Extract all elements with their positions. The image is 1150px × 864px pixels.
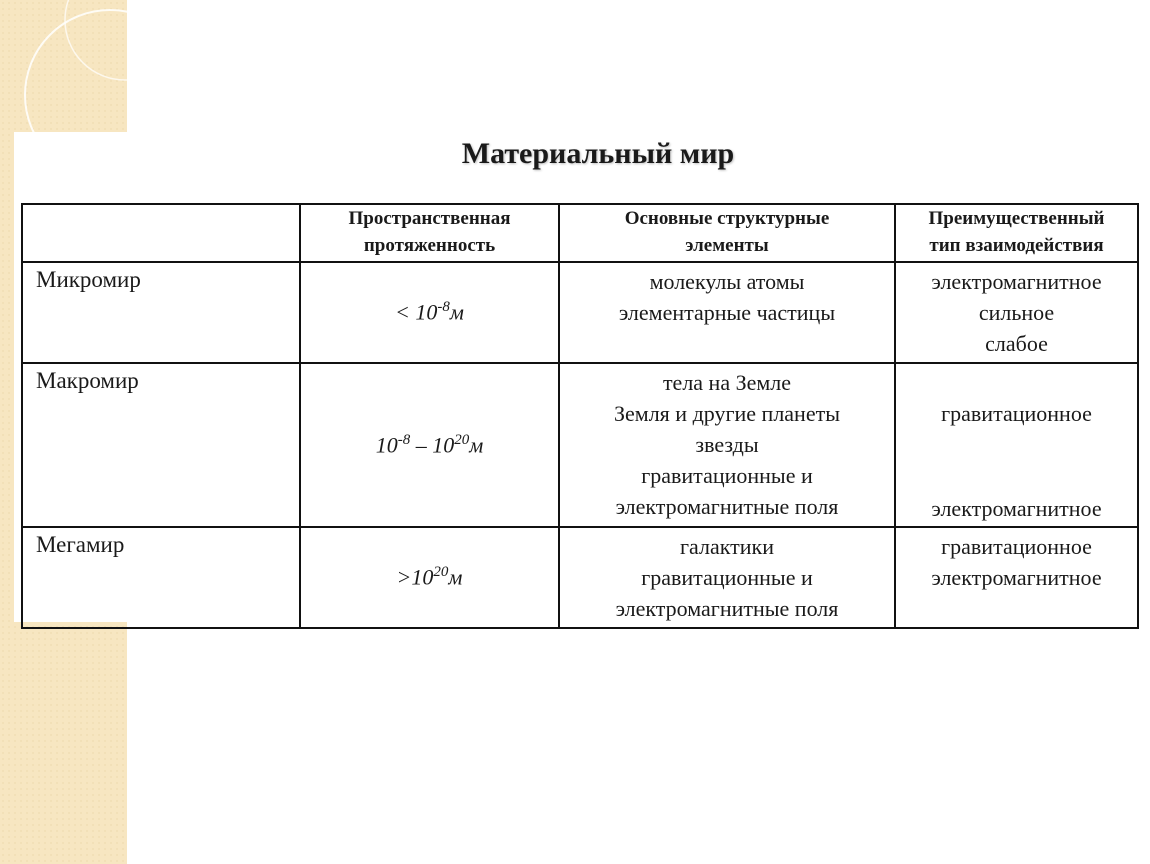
- header-empty: [22, 204, 300, 262]
- row-name: Макромир: [22, 363, 300, 527]
- elements-list: молекулы атомы элементарные частицы: [559, 262, 895, 363]
- extent-value: $10^{-8} - 10^{20}м$: [300, 363, 559, 527]
- row-name: Микромир: [22, 262, 300, 363]
- header-elements-line-1: Основные структурные: [624, 208, 830, 229]
- header-extent-line-1: Пространственная: [348, 208, 511, 229]
- table-row-microworld: [22, 262, 1138, 363]
- table-row-macroworld: [22, 363, 1138, 527]
- interactions-list: электромагнитное сильное слабое: [895, 262, 1138, 363]
- extent-value: < $10^{-8}м$: [300, 262, 559, 363]
- elements-list: галактики гравитационные и электромагнитные поля: [559, 527, 895, 628]
- header-elements: [559, 204, 895, 262]
- row-name: Мегамир: [22, 527, 300, 628]
- material-world-table: [21, 203, 1139, 629]
- interactions-list: гравитационное электромагнитное: [895, 527, 1138, 628]
- header-interaction: [895, 204, 1138, 262]
- header-interaction-line-2: тип взаимодействия: [929, 235, 1104, 256]
- elements-list: тела на Земле Земля и другие планеты звезды гравитационные и электромагнитные поля: [559, 363, 895, 527]
- table-header-row: [22, 204, 1138, 262]
- decorative-arcs: [0, 0, 127, 140]
- header-extent: [300, 204, 559, 262]
- table-title: Материальный мир: [461, 137, 735, 170]
- interactions-list: гравитационное электромагнитное: [895, 363, 1138, 527]
- extent-value: $>10^{20}м$: [300, 527, 559, 628]
- header-elements-line-2: элементы: [685, 235, 769, 256]
- table-row-megaworld: [22, 527, 1138, 628]
- header-interaction-line-1: Преимущественный: [928, 208, 1105, 229]
- header-extent-line-2: протяженность: [363, 235, 496, 256]
